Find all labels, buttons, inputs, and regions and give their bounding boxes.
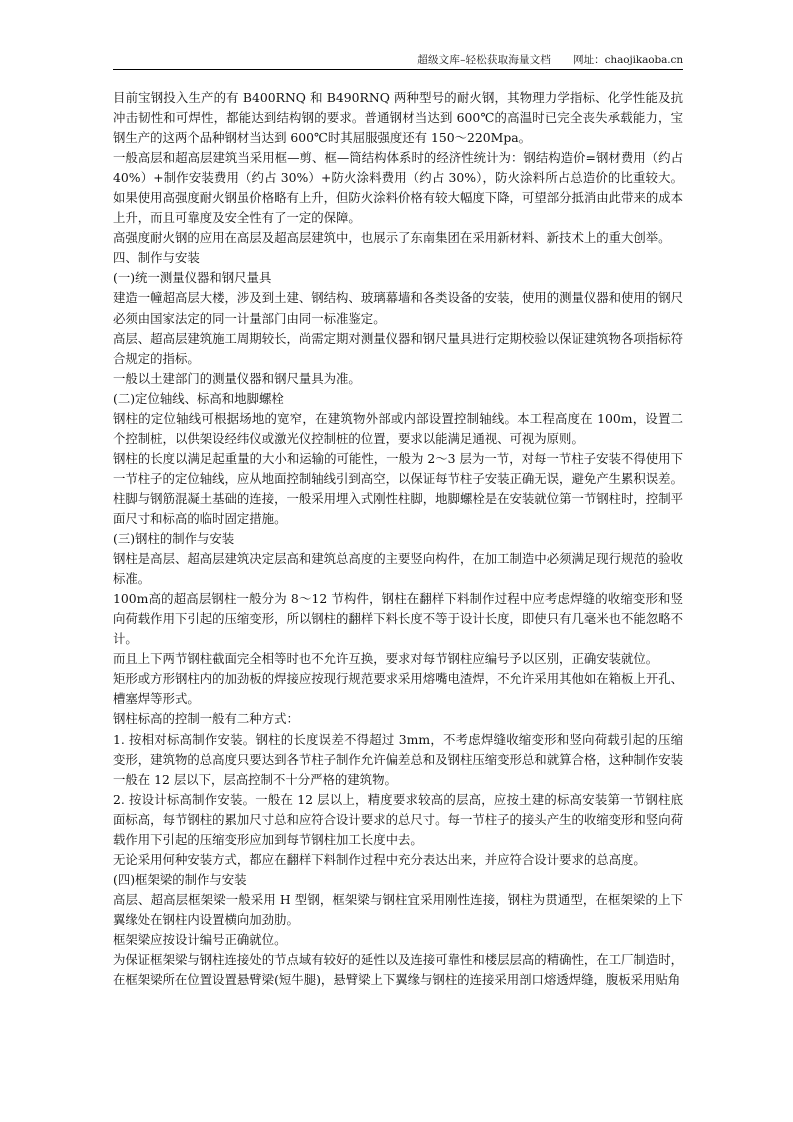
page-header	[113, 52, 683, 72]
header-url-label: 网址：	[573, 54, 605, 66]
paragraph: 高层、超高层建筑施工周期较长，尚需定期对测量仪器和钢尺量具进行定期校验以保证建筑物各项指标符合规定的指标。	[113, 330, 683, 366]
paragraph: 而且上下两节钢柱截面完全相等时也不允许互换，要求对每节钢柱应编号予以区别，正确安装就位。	[113, 651, 659, 667]
document-body	[113, 88, 683, 990]
subsection-heading: (二)定位轴线、标高和地脚螺栓	[113, 390, 284, 406]
paragraph: 高强度耐火钢的应用在高层及超高层建筑中，也展示了东南集团在采用新材料、新技术上的重大创举。	[113, 230, 671, 246]
header-site-title: 超级文库–轻松获取海量文档	[417, 54, 552, 66]
paragraph: 高层、超高层框架梁一般采用 H 型钢，框架梁与钢柱宜采用刚性连接，钢柱为贯通型，在框架梁的上下翼缘处在钢柱内设置横向加劲肋。	[113, 891, 683, 927]
paragraph: 钢柱标高的控制一般有二种方式：	[113, 711, 299, 727]
paragraph: 钢柱是高层、超高层建筑决定层高和建筑总高度的主要竖向构件，在加工制造中必须满足现行规范的验收标准。	[113, 551, 683, 587]
paragraph: 无论采用何种安装方式，都应在翻样下料制作过程中充分表达出来，并应符合设计要求的总高度。	[113, 851, 646, 867]
paragraph: 框架梁应按设计编号正确就位。	[113, 931, 287, 947]
subsection-heading: (四)框架梁的制作与安装	[113, 871, 247, 887]
paragraph: 一般以土建部门的测量仪器和钢尺量具为准。	[113, 370, 361, 386]
header-divider	[113, 69, 683, 70]
paragraph: 建造一幢超高层大楼，涉及到土建、钢结构、玻璃幕墙和各类设备的安装，使用的测量仪器和使用的钢尺必须由国家法定的同一计量部门由同一标准鉴定。	[113, 290, 683, 326]
paragraph: 矩形或方形钢柱内的加劲板的焊接应按现行规范要求采用熔嘴电渣焊，不允许采用其他如在箱板上开孔、槽塞焊等形式。	[113, 671, 683, 707]
paragraph: 100m高的超高层钢柱一般分为 8～12 节构件，钢柱在翻样下料制作过程中应考虑焊缝的收缩变形和竖向荷载作用下引起的压缩变形，所以钢柱的翻样下料长度不等于设计长度，即使只有几毫米也不能忽略不计。	[113, 591, 683, 647]
paragraph: 钢柱的长度以满足起重量的大小和运输的可能性，一般为 2～3 层为一节，对每一节柱子安装不得使用下一节柱子的定位轴线，应从地面控制轴线引到高空，以保证每节柱子安装正确无误，避免产生累积误差。	[113, 450, 683, 486]
paragraph: 柱脚与钢筋混凝土基础的连接，一般采用埋入式刚性柱脚，地脚螺栓是在安装就位第一节钢柱时，控制平面尺寸和标高的临时固定措施。	[113, 490, 683, 526]
list-item: 2. 按设计标高制作安装。一般在 12 层以上，精度要求较高的层高，应按土建的标高安装第一节钢柱底面标高，每节钢柱的累加尺寸总和应符合设计要求的总尺寸。每一节柱子的接头产生的收缩变形和竖向荷载作用下引起的压缩变形应加到每节钢柱加工长度中去。	[113, 791, 683, 847]
list-item: 1. 按相对标高制作安装。钢柱的长度误差不得超过 3mm，不考虑焊缝收缩变形和竖向荷载引起的压缩变形，建筑物的总高度只要达到各节柱子制作允许偏差总和及钢柱压缩变形总和就算合格，这种制作安装一般在 12 层以下，层高控制不十分严格的建筑物。	[113, 731, 683, 787]
paragraph: 目前宝钢投入生产的有 B400RNQ 和 B490RNQ 两种型号的耐火钢，其物理力学指标、化学性能及抗冲击韧性和可焊性，都能达到结构钢的要求。普通钢材当达到 600℃的高温时已完全丧失承载能力，宝钢生产的这两个品种钢材当达到 600℃时其屈服强度还有 150～220Mpa。	[113, 90, 683, 146]
subsection-heading: (三)钢柱的制作与安装	[113, 531, 235, 547]
subsection-heading: (一)统一测量仪器和钢尺量具	[113, 270, 272, 286]
section-heading: 四、制作与安装	[113, 250, 200, 266]
page-content	[113, 52, 683, 990]
header-url-value: chaojikaoba.cn	[604, 54, 683, 66]
paragraph: 一般高层和超高层建筑当采用框—剪、框—筒结构体系时的经济性统计为：钢结构造价=钢材费用（约占 40%）+制作安装费用（约占 30%）+防火涂料费用（约占 30%），防火涂料所占总造价的比重较大。如果使用高强度耐火钢虽价格略有上升，但防火涂料价格有较大幅度下降，可望部分抵消由此带来的成本上升，而且可靠度及安全性有了一定的保障。	[113, 150, 683, 226]
paragraph: 为保证框架梁与钢柱连接处的节点域有较好的延性以及连接可靠性和楼层层高的精确性，在工厂制造时，在框架梁所在位置设置悬臂梁(短牛腿)，悬臂梁上下翼缘与钢柱的连接采用剖口熔透焊缝，腹板采用贴角	[113, 952, 683, 988]
paragraph: 钢柱的定位轴线可根据场地的宽窄，在建筑物外部或内部设置控制轴线。本工程高度在 100m，设置二个控制桩，以供架设经纬仪或激光仪控制桩的位置，要求以能满足通视、可视为原则。	[113, 410, 683, 446]
